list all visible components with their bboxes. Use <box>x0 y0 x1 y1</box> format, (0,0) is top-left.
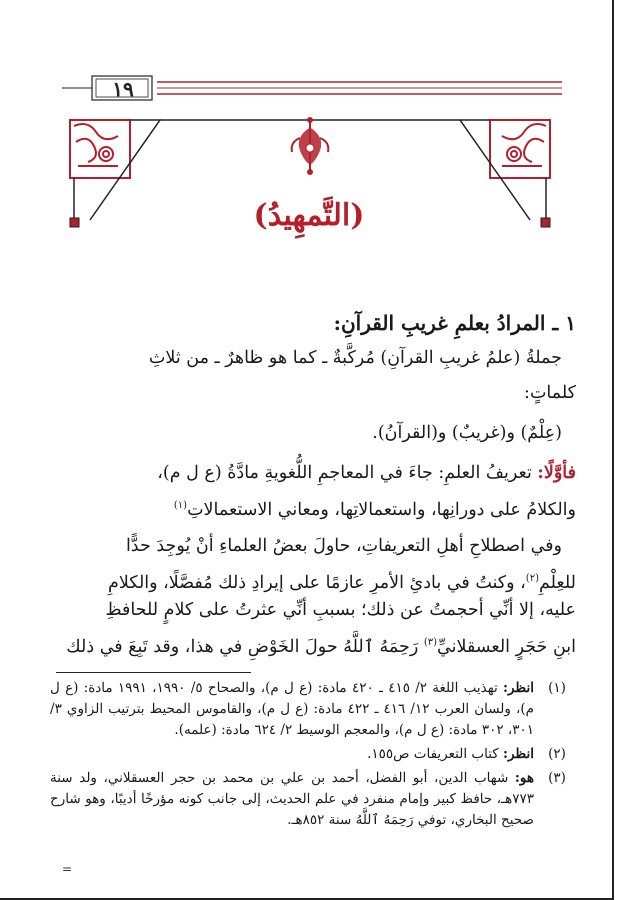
margin-mark: = <box>62 862 73 876</box>
footnote-number: (٣) <box>548 770 566 786</box>
footnote-text: تهذيب اللغة ٢/ ٤١٥ ـ ٤٢٠ مادة: (ع ل م)، والصحاح ٥/ ١٩٩٠، ١٩٩١ مادة: (ع ل م)، ولسان العرب ١٢/ ٤١٦ ـ ٤٢٢ مادة: (ع ل م)، والقاموس المحيط بترتيب الزاوي ٣/ ٣٠١، ٣٠٢ مادة: (ع ل م)، والمعجم الوسيط ٢/ ٦٢٤ مادة: (علمه). <box>50 680 535 738</box>
paragraph-text: تعريفُ العلمِ: جاءَ في المعاجمِ اللُّغويةِ مادَّةُ (ع ل م)، <box>157 463 538 483</box>
footnotes <box>50 678 572 834</box>
footnote-number: (٢) <box>548 746 566 762</box>
paragraph-line <box>66 627 576 663</box>
footnote-lead: هو: <box>514 770 534 786</box>
footnote-lead: انظر: <box>502 746 534 762</box>
footnote-number: (١) <box>548 680 566 696</box>
paragraph-line: كلماتٍ: <box>524 383 576 403</box>
paragraph-text: للعِلْمِ <box>538 572 576 593</box>
left-corner-motif <box>70 120 130 178</box>
paragraph-line: جملةُ (علمُ غريبِ القرآنِ) مُركَّبةٌ ـ كما هو ظاهرٌ ـ من ثلاثِ <box>148 348 562 368</box>
paragraph-text: ، وكنتُ في بادئِ الأمرِ عازمًا على إيرادِ ذلك مُفصَّلًا، والكلامِ <box>108 572 526 593</box>
paragraph-line: عليه، إلا أنِّي أحجمتُ عن ذلك؛ بسببِ أنِّي عثرتُ على كلامٍ للحافظِ <box>105 600 576 620</box>
paragraph-line: (عِلْمٌ) و(غريبٌ) و(القرآنُ). <box>372 423 562 443</box>
section-heading: ١ ـ المرادُ بعلمِ غريبِ القرآنِ: <box>333 311 576 335</box>
footnote-text: شهاب الدين، أبو الفضل، أحمد بن علي بن محمد بن حجر العسقلاني، ولد سنة ٧٧٣هـ، حافظ كبير وإمام منفرد في علم الحديث، إلى جانب كونه مؤرخًا أديبًا، وهو شارح صحيح البخاري، توفي رَحِمَهُ ٱللَّهُ سنة ٨٥٢هـ. <box>50 770 535 828</box>
paragraph-line: وفي اصطلاحِ أهلِ التعريفاتِ، حاولَ بعضُ العلماءِ أنْ يُوجِدَ حدًّا <box>125 536 562 556</box>
footnote-text: كتاب التعريفات ص١٥٥. <box>367 746 503 762</box>
footnote-ref[interactable]: (١) <box>173 500 188 511</box>
emphasis-first: فأوَّلًا: <box>537 463 576 483</box>
paragraph-text: والكلامُ على دورانِها، واستعمالاتِها، ومعاني الاستعمالاتِ <box>187 499 576 520</box>
footnote-ref[interactable]: (٣) <box>423 637 438 648</box>
center-fleur-motif <box>292 118 329 175</box>
paragraph-line <box>174 490 576 526</box>
right-corner-motif <box>490 120 550 178</box>
footnote-lead: انظر: <box>502 680 534 696</box>
footnote-item <box>50 768 572 831</box>
paragraph-text: رَحِمَهُ ٱللَّهُ حولَ الخَوْضِ في هذا، وقد تَبِعَ في ذلك <box>66 636 424 657</box>
footnote-divider <box>56 672 251 673</box>
footnote-item <box>50 678 572 741</box>
paragraph-line <box>157 458 576 489</box>
paragraph-line <box>108 563 576 599</box>
footnote-item <box>50 744 572 765</box>
chapter-title: (التَّمهِيدُ) <box>253 198 365 233</box>
page-header <box>62 74 562 104</box>
paragraph-text: ابنِ حَجَرٍ العسقلانيِّ <box>437 636 576 657</box>
page-number: ١٩ <box>112 77 134 101</box>
footnote-ref[interactable]: (٢) <box>525 573 539 584</box>
